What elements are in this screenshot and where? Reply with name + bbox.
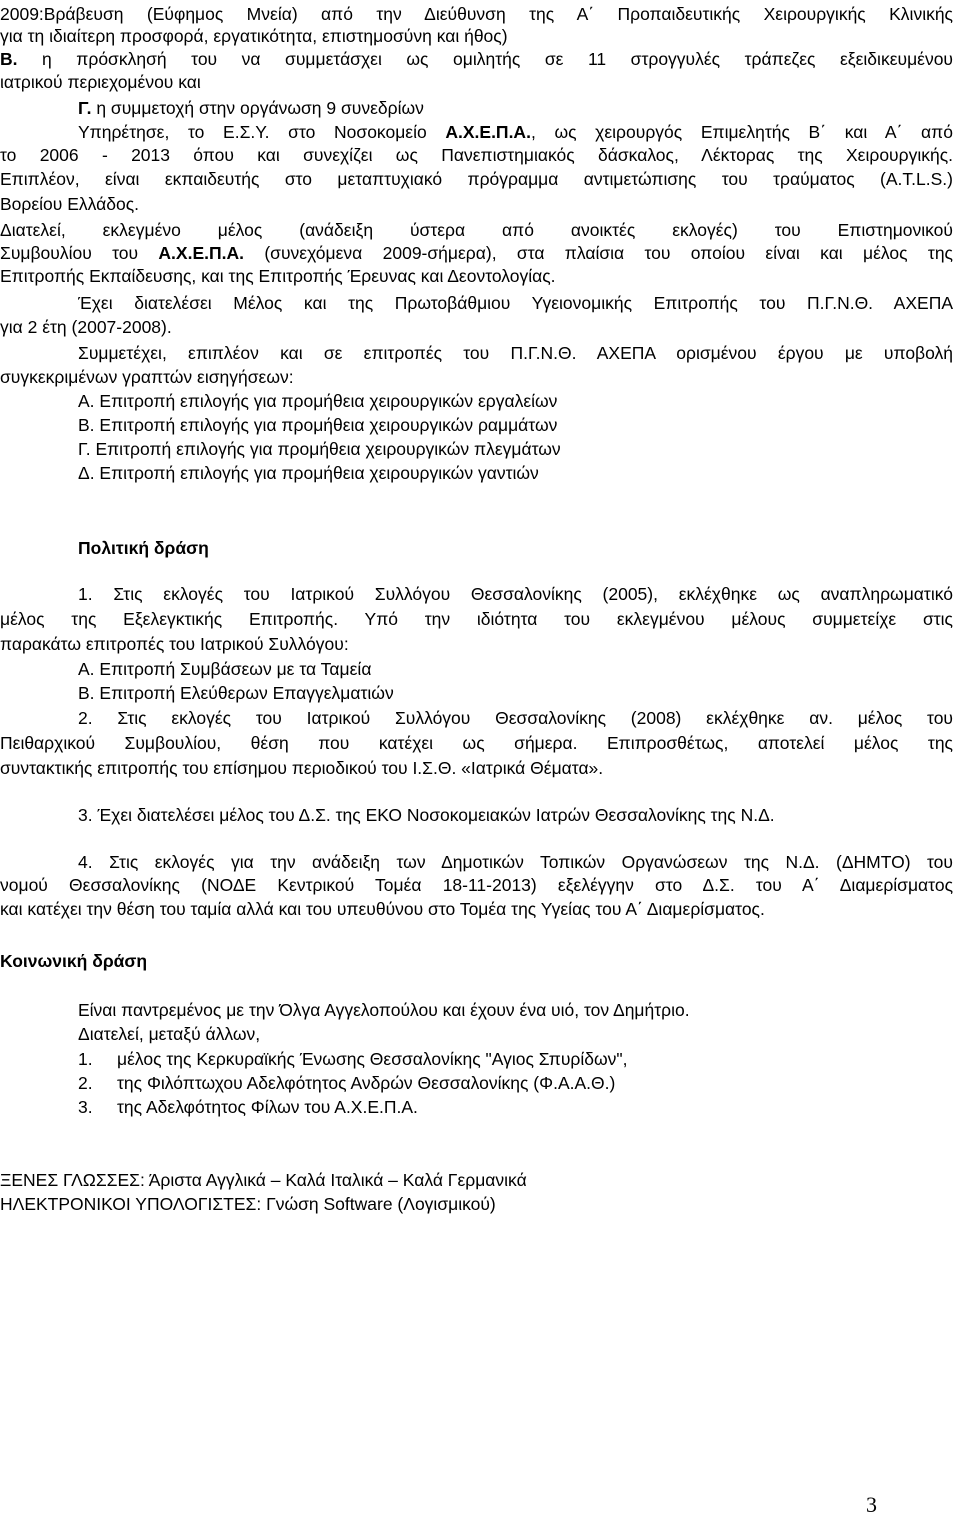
computers-line: ΗΛΕΚΤΡΟΝΙΚΟΙ ΥΠΟΛΟΓΙΣΤΕΣ: Γνώση Software (Λογισμικού) bbox=[0, 1194, 496, 1214]
awards-c-marker: Γ. bbox=[78, 98, 92, 118]
political-2-line-1: 2. Στις εκλογές του Ιατρικού Συλλόγου Θεσσαλονίκης (2008) εκλέχθηκε αν. μέλος του bbox=[78, 708, 953, 728]
social-list-item bbox=[78, 1096, 418, 1118]
social-list-item bbox=[78, 1048, 628, 1070]
political-4-line-1: 4. Στις εκλογές για την ανάδειξη των Δημοτικών Τοπικών Οργανώσεων της Ν.Δ. (ΔΗΜΤΟ) του bbox=[78, 852, 953, 872]
list-number: 3. bbox=[78, 1097, 93, 1117]
awards-line-1: 2009:Βράβευση (Εύφημος Μνεία) από την Διεύθυνση της Α΄ Προπαιδευτικής Χειρουργικής Κλινικής bbox=[0, 4, 953, 24]
career-line-5: Διατελεί, εκλεγμένο μέλος (ανάδειξη ύστερα από ανοικτές εκλογές) του Επιστημονικού bbox=[0, 220, 953, 240]
career-line-4: Βορείου Ελλάδος. bbox=[0, 194, 140, 214]
committee-item: Α. Επιτροπή επιλογής για προμήθεια χειρουργικών εργαλείων bbox=[78, 391, 558, 411]
list-text: της Αδελφότητος Φίλων του Α.Χ.Ε.Π.Α. bbox=[117, 1097, 418, 1117]
list-text: μέλος της Κερκυραϊκής Ένωσης Θεσσαλονίκης "Αγιος Σπυρίδων", bbox=[117, 1049, 628, 1069]
committee-item: Γ. Επιτροπή επιλογής για προμήθεια χειρουργικών πλεγμάτων bbox=[78, 439, 561, 459]
political-1-line-3: παρακάτω επιτροπές του Ιατρικού Συλλόγου: bbox=[0, 634, 349, 654]
career-line-7: Επιτροπής Εκπαίδευσης, και της Επιτροπής Έρευνας και Δεοντολογίας. bbox=[0, 266, 556, 286]
awards-c-text: η συμμετοχή στην οργάνωση 9 συνεδρίων bbox=[91, 98, 424, 118]
career-l6c: (συνεχόμενα 2009-σήμερα), στα πλαίσια του οποίου είναι και μέλος της bbox=[244, 243, 953, 263]
career-line-8: Έχει διατελέσει Μέλος και της Πρωτοβάθμιου Υγειονομικής Επιτροπής του Π.Γ.Ν.Θ. ΑΧΕΠΑ bbox=[78, 293, 953, 313]
career-l6a: Συμβουλίου του bbox=[0, 243, 159, 263]
political-heading: Πολιτική δράση bbox=[78, 538, 209, 558]
list-text: της Φιλόπτωχου Αδελφότητος Ανδρών Θεσσαλονίκης (Φ.Α.Α.Θ.) bbox=[117, 1073, 616, 1093]
committee-item: Β. Επιτροπή επιλογής για προμήθεια χειρουργικών ραμμάτων bbox=[78, 415, 558, 435]
political-1-line-2: μέλος της Εξελεγκτικής Επιτροπής. Υπό την ιδιότητα του εκλεγμένου μέλους συμμετείχε στις bbox=[0, 609, 953, 629]
social-line-2: Διατελεί, μεταξύ άλλων, bbox=[78, 1024, 261, 1044]
social-heading: Κοινωνική δράση bbox=[0, 951, 148, 971]
political-1-item-a: Α. Επιτροπή Συμβάσεων με τα Ταμεία bbox=[78, 659, 372, 679]
political-4-line-2: νομού Θεσσαλονίκης (ΝΟΔΕ Κεντρικού Τομέα 18-11-2013) εξελέγγην στο Δ.Σ. του Α΄ Διαμερίσματος bbox=[0, 875, 953, 895]
list-number: 2. bbox=[78, 1073, 93, 1093]
political-4-line-3: και κατέχει την θέση του ταμία αλλά και του υπευθύνου στο Τομέα της Υγείας του Α΄ Διαμερίσματος. bbox=[0, 899, 765, 919]
career-l1b: Α.Χ.Ε.Π.Α. bbox=[445, 122, 531, 142]
political-2-line-2: Πειθαρχικού Συμβουλίου, θέση που κατέχει ως σήμερα. Επιπροσθέτως, αποτελεί μέλος της bbox=[0, 733, 953, 753]
awards-line-2: για τη ιδιαίτερη προσφορά, εργατικότητα, επιστημοσύνη και ήθος) bbox=[0, 26, 508, 46]
political-1-line-1: 1. Στις εκλογές του Ιατρικού Συλλόγου Θεσσαλονίκης (2005), εκλέχθηκε ως αναπληρωματικό bbox=[78, 584, 953, 604]
career-line-1 bbox=[78, 121, 953, 143]
awards-item-c bbox=[78, 97, 424, 119]
page-number: 3 bbox=[866, 1492, 877, 1517]
awards-b-marker: Β. bbox=[0, 49, 18, 69]
career-l6b: Α.Χ.Ε.Π.Α. bbox=[158, 243, 244, 263]
list-number: 1. bbox=[78, 1049, 93, 1069]
career-line-2: το 2006 - 2013 όπου και συνεχίζει ως Πανεπιστημιακός δάσκαλος, Λέκτορας της Χειρουργικής. bbox=[0, 145, 953, 165]
career-line-11: συγκεκριμένων γραπτών εισηγήσεων: bbox=[0, 367, 294, 387]
awards-b-text: η πρόσκλησή του να συμμετάσχει ως ομιλητής σε 11 στρογγυλές τράπεζες εξειδικευμένου bbox=[17, 49, 953, 69]
career-line-10: Συμμετέχει, επιπλέον και σε επιτροπές του Π.Γ.Ν.Θ. ΑΧΕΠΑ ορισμένου έργου με υποβολή bbox=[78, 343, 953, 363]
career-line-6 bbox=[0, 242, 953, 264]
career-l1c: , ως χειρουργός Επιμελητής Β΄ και Α΄ από bbox=[530, 122, 953, 142]
awards-b-continuation: ιατρικού περιεχομένου και bbox=[0, 72, 201, 92]
political-2-line-3: συντακτικής επιτροπής του επίσημου περιοδικού του Ι.Σ.Θ. «Ιατρικά Θέματα». bbox=[0, 758, 604, 778]
social-list-item bbox=[78, 1072, 616, 1094]
political-1-item-b: Β. Επιτροπή Ελεύθερων Επαγγελματιών bbox=[78, 683, 394, 703]
languages-line: ΞΕΝΕΣ ΓΛΩΣΣΕΣ: Άριστα Αγγλικά – Καλά Ιταλικά – Καλά Γερμανικά bbox=[0, 1170, 527, 1190]
career-l1a: Υπηρέτησε, το Ε.Σ.Υ. στο Νοσοκομείο bbox=[78, 122, 446, 142]
career-line-9: για 2 έτη (2007-2008). bbox=[0, 317, 172, 337]
committee-item: Δ. Επιτροπή επιλογής για προμήθεια χειρουργικών γαντιών bbox=[78, 463, 539, 483]
awards-item-b bbox=[0, 48, 953, 70]
political-3: 3. Έχει διατελέσει μέλος του Δ.Σ. της ΕΚΟ Νοσοκομειακών Ιατρών Θεσσαλονίκης της Ν.Δ. bbox=[78, 805, 775, 825]
career-line-3: Επιπλέον, είναι εκπαιδευτής στο μεταπτυχιακό πρόγραμμα αντιμετώπισης του τραύματος (A.T.L.S.) bbox=[0, 169, 953, 189]
social-line-1: Είναι παντρεμένος με την Όλγα Αγγελοπούλου και έχουν ένα υιό, τον Δημήτριο. bbox=[78, 1000, 690, 1020]
